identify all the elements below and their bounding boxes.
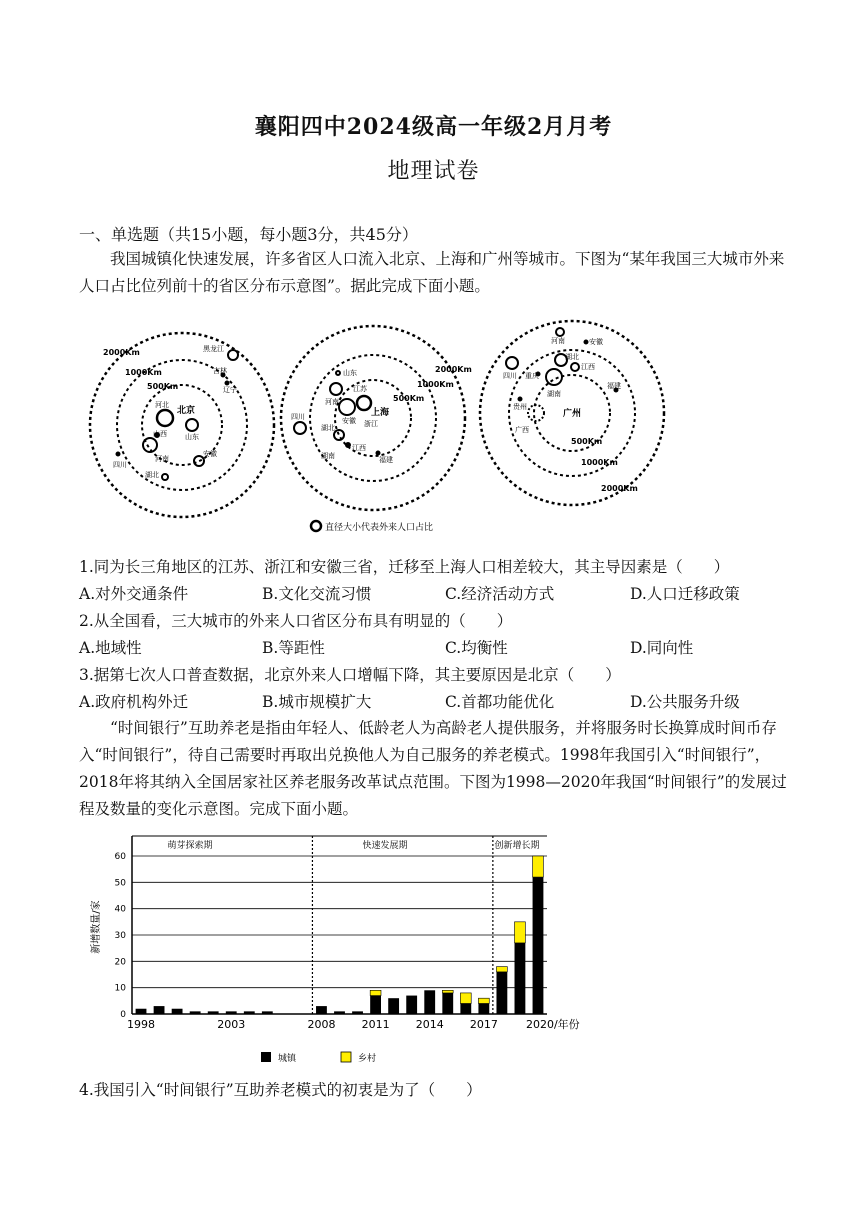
gz-prov-anhui: 安徽 [589,338,603,346]
bj-prov-sichuan: 四川 [113,461,127,469]
shanghai-ring-1000: 1000Km [417,380,454,389]
q3-option-a[interactable]: A.政府机构外迁 [79,693,189,711]
passage-1: 我国城镇化快速发展，许多省区人口流入北京、上海和广州等城市。下图为“某年我国三大城市外来人口占比位列前十的省区分布示意图”。据此完成下面小题。 [79,250,785,295]
bj-prov-anhui: 安徽 [203,450,217,458]
shanghai-ring-2000: 2000Km [435,365,472,374]
beijing-center-label: 北京 [177,406,196,416]
q1-option-a[interactable]: A.对外交通条件 [79,585,189,603]
time-bank-bar-chart [85,832,580,1064]
bj-prov-hubei: 湖北 [145,471,159,479]
x-tick-label: 2003 [217,1018,246,1031]
shanghai-rings [281,326,465,510]
guangzhou-ring-2000: 2000Km [601,484,638,493]
gz-prov-jiangxi: 江西 [581,363,595,371]
bar-urban [352,1011,363,1014]
figure1-legend: 直径大小代表外来人口占比 [325,523,434,533]
bar-urban [478,1003,489,1014]
sh-prov-shandong: 山东 [343,369,357,377]
gz-prov-hunan: 湖南 [547,390,561,398]
gz-prov-henan: 河南 [551,337,565,345]
bj-prov-liaoning: 辽宁 [223,386,237,394]
bar-rural [460,993,471,1004]
migration-ring-figure [85,315,785,540]
bar-urban [244,1011,255,1014]
y-tick-label: 10 [114,983,126,994]
q1-option-d[interactable]: D.人口迁移政策 [630,585,740,603]
legend-circle-icon [311,521,321,531]
bar-urban [316,1006,327,1014]
gz-prov-guizhou: 贵州 [513,403,527,411]
q1-option-b[interactable]: B.文化交流习惯 [262,585,372,603]
sh-prov-jiangxi: 江西 [352,444,366,452]
bar-urban [533,877,544,1014]
question-1-stem: 1.同为长三角地区的江苏、浙江和安徽三省，迁移至上海人口相差较大，其主导因素是（ ） [79,558,730,576]
guangzhou-center-label: 广州 [563,409,582,419]
bar-urban [262,1011,273,1014]
x-tick-label: 2017 [469,1018,498,1031]
y-tick-label: 0 [120,1010,126,1020]
bar-urban [442,993,453,1014]
bar-urban [154,1006,165,1014]
bar-urban [424,990,435,1014]
x-tick-label: 2014 [415,1018,444,1031]
sh-prov-fujian: 福建 [379,456,393,464]
bar-urban [460,1003,471,1014]
bar-rural [442,990,453,993]
bar-rural [496,967,507,972]
exam-title: 襄阳四中2024级高一年级2月月考 [254,114,613,140]
x-tick-label: 1998 [127,1018,156,1031]
bj-prov-shanxi: 山西 [153,430,167,438]
beijing-ring-1000: 1000Km [125,368,162,377]
x-tick-label: 2020/年份 [525,1018,580,1031]
bar-urban [370,996,381,1014]
legend-rural-label: 乡村 [358,1054,377,1064]
period-label-1: 萌芽探索期 [167,841,213,851]
bar-urban [334,1011,345,1014]
sh-prov-zhejiang: 浙江 [364,420,378,428]
sh-prov-henan: 河南 [325,398,339,406]
beijing-rings [90,333,274,517]
bar-urban [226,1011,237,1014]
bar-rural [370,990,381,995]
sh-prov-hubei: 湖北 [321,424,335,432]
beijing-ring-500: 500Km [147,382,179,391]
legend-urban-label: 城镇 [278,1054,297,1064]
question-4-stem: 4.我国引入“时间银行”互助养老模式的初衷是为了（ ） [79,1081,482,1099]
gz-prov-guangxi: 广西 [515,426,529,434]
y-tick-label: 40 [114,904,126,915]
bar-urban [515,943,526,1014]
bar-rural [515,922,526,943]
sh-prov-sichuan: 四川 [291,413,305,421]
bj-prov-jilin: 吉林 [213,367,227,375]
q2-option-a[interactable]: A.地域性 [79,639,142,657]
question-3-stem: 3.据第七次人口普查数据，北京外来人口增幅下降，其主要原因是北京（ ） [79,666,621,684]
sh-prov-jiangsu: 江苏 [353,385,367,393]
bj-prov-shandong: 山东 [185,433,199,441]
exam-subtitle: 地理试卷 [387,159,480,184]
bj-prov-henan: 河南 [155,455,169,463]
bj-prov-hebei: 河北 [155,401,169,409]
bar-urban [190,1011,201,1014]
bar-rural [533,856,544,877]
bar-urban [208,1011,219,1014]
bar-urban [388,998,399,1014]
question-2-stem: 2.从全国看，三大城市的外来人口省区分布具有明显的（ ） [79,612,513,630]
gz-prov-hubei: 湖北 [565,353,579,361]
q2-option-d[interactable]: D.同向性 [630,639,694,657]
sh-prov-anhui: 安徽 [342,417,356,425]
period-label-2: 快速发展期 [362,841,408,851]
shanghai-ring-500: 500Km [393,394,425,403]
x-tick-label: 2011 [361,1018,390,1031]
gz-prov-sichuan: 四川 [503,372,517,380]
q3-option-b[interactable]: B.城市规模扩大 [262,693,372,711]
beijing-ring-2000: 2000Km [103,348,140,357]
chart-ylabel: 新增数量/家 [91,900,102,954]
q2-option-c[interactable]: C.均衡性 [445,639,508,657]
gz-prov-fujian: 福建 [607,382,621,390]
q3-option-c[interactable]: C.首都功能优化 [445,693,555,711]
guangzhou-ring-500: 500Km [571,437,603,446]
bar-urban [136,1009,147,1014]
y-tick-label: 20 [114,957,126,968]
q1-option-c[interactable]: C.经济活动方式 [445,585,555,603]
y-tick-label: 30 [114,931,126,941]
bar-urban [496,972,507,1014]
q2-option-b[interactable]: B.等距性 [262,639,325,657]
guangzhou-ring-1000: 1000Km [581,458,618,467]
shanghai-center-label: 上海 [371,408,390,418]
gz-prov-chongqing: 重庆 [525,372,539,380]
bar-rural [478,998,489,1003]
beijing-center-circle [157,410,173,426]
shanghai-center-circle [357,396,371,410]
period-label-3: 创新增长期 [494,841,540,851]
x-tick-label: 2008 [307,1018,336,1031]
legend-urban-swatch [261,1052,271,1062]
y-tick-label: 50 [114,878,126,889]
guangzhou-center-circle [528,405,544,421]
legend-rural-swatch [341,1052,351,1062]
y-tick-label: 60 [114,852,126,862]
bj-prov-heilongjiang: 黑龙江 [203,345,224,353]
bar-urban [406,996,417,1014]
passage-2: “时间银行”互助养老是指由年轻人、低龄老人为高龄老人提供服务，并将服务时长换算成时间币存入“时间银行”，待自己需要时再取出兑换他人为自己服务的养老模式。1998年我国引入“时间银行”，2018年将其纳入全国居家社区养老服务改革试点范围。下图为1998—2020年我国“时间银行”的发展过程及数量的变化示意图。完成下面小题。 [79,719,787,818]
section-heading: 一、单选题（共15小题，每小题3分，共45分） [79,225,418,244]
q3-option-d[interactable]: D.公共服务升级 [630,693,740,711]
bar-urban [172,1009,183,1014]
sh-prov-hunan: 湖南 [321,452,335,460]
